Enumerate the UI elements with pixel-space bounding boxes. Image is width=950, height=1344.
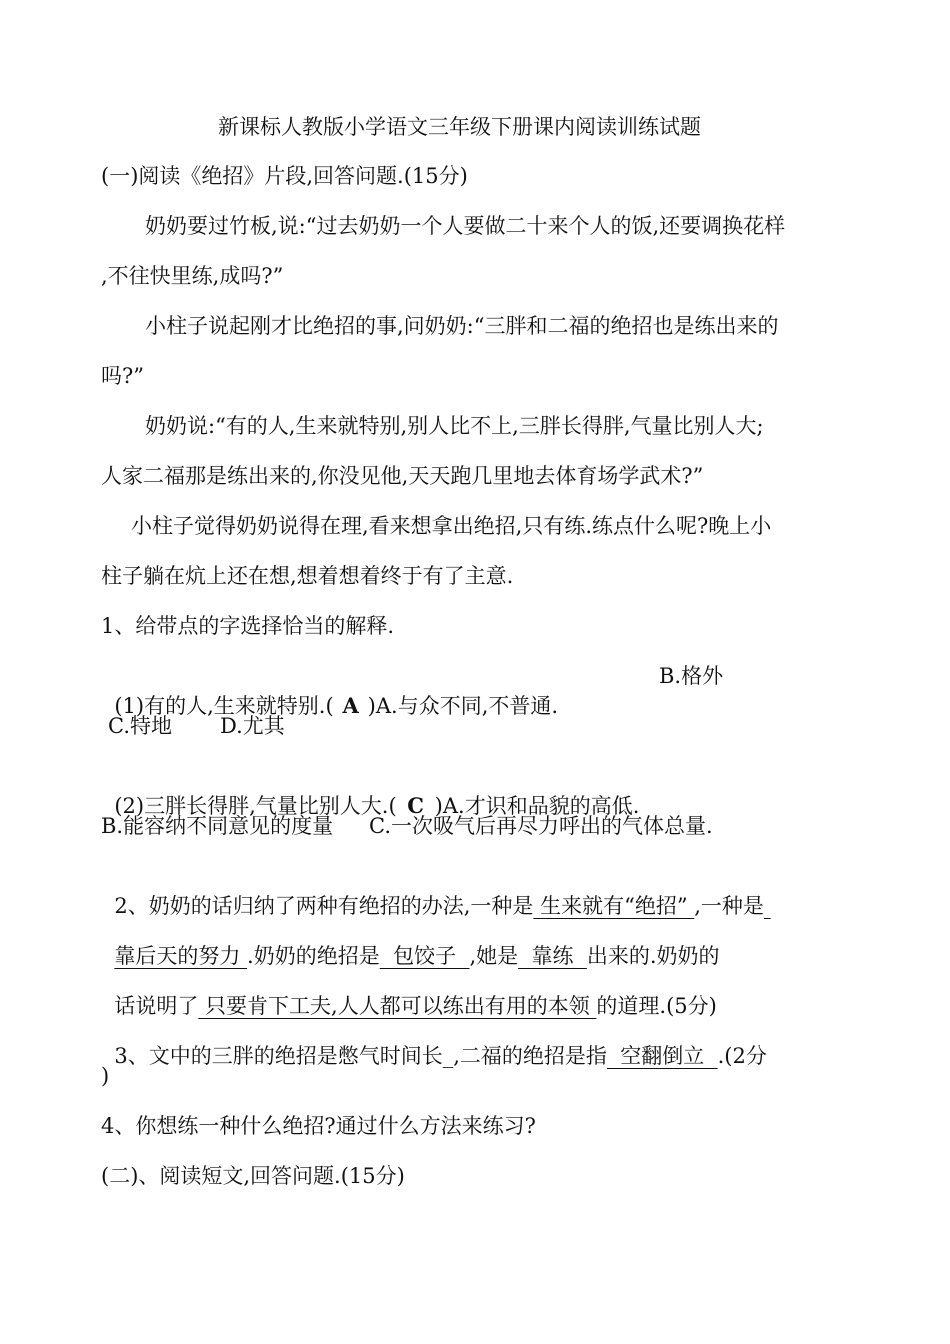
question-2-prompt-d: ,她是: [469, 944, 519, 968]
question-3-answer-2: 空翻倒立: [606, 1044, 718, 1068]
question-1-2-answer: C: [407, 793, 425, 818]
question-2-prompt-a: 2、奶奶的话归纳了两种有绝招的办法,一种是: [114, 894, 534, 918]
question-1-1-answer: A: [342, 693, 359, 718]
paragraph-4-line-1: 小柱子觉得奶奶说得在理,看来想拿出绝招,只有练.练点什么呢?晚上小: [131, 514, 772, 538]
paragraph-4-line-2: 柱子躺在炕上还在想,想着想着终于有了主意.: [101, 564, 514, 588]
question-1-2-option-a: )A.才识和品貌的高低.: [434, 794, 640, 818]
section-heading-2: (二)、阅读短文,回答问题.(15分): [101, 1164, 405, 1188]
paragraph-3-line-2: 人家二福那是练出来的,你没见他,天天跑几里地去体育场学武术?”: [101, 464, 704, 488]
paragraph-2-line-1: 小柱子说起刚才比绝招的事,问奶奶:“三胖和二福的绝招也是练出来的: [145, 314, 779, 338]
question-1-1-prompt: (1)有的人,生来就特别.(: [114, 694, 334, 718]
question-2-answer-2: 靠后天的努力: [114, 944, 248, 968]
question-2-blank: [764, 894, 771, 918]
question-3-line-1: [101, 1011, 767, 1071]
question-4: 4、你想练一种什么绝招?通过什么方法来练习?: [101, 1114, 536, 1138]
question-2-prompt-b: ,一种是: [694, 894, 764, 918]
question-1-1-option-a: )A.与众不同,不普通.: [367, 694, 559, 718]
question-2-answer-3: 包饺子: [379, 944, 470, 968]
question-3-prompt-b: ,二福的绝招是指: [453, 1044, 607, 1068]
question-3-answer-1: 憋气时间长_: [337, 1044, 454, 1068]
question-1-1-option-c: C.特地: [108, 714, 172, 738]
question-3-prompt-c: .(2分: [717, 1044, 767, 1068]
question-1-2-option-c: C.一次吸气后再尽力呼出的气体总量.: [369, 814, 713, 838]
paragraph-2-line-2: 吗?”: [101, 364, 144, 388]
paragraph-1-line-2: ,不往快里练,成吗?”: [101, 264, 284, 288]
question-1-2-option-b: B.能容纳不同意见的度量: [101, 814, 334, 838]
question-1-2-prompt: (2)三胖长得胖,气量比别人大.(: [114, 794, 397, 818]
question-1-1-option-b: B.格外: [659, 664, 724, 688]
question-3-prompt-a: 3、文中的三胖的绝招是: [114, 1044, 338, 1068]
paragraph-3-line-1: 奶奶说:“有的人,生来就特别,别人比不上,三胖长得胖,气量比别人大;: [145, 414, 764, 438]
question-3-line-2: ): [101, 1064, 110, 1088]
question-2-prompt-f: 话说明了: [114, 994, 199, 1018]
question-2-answer-5: 只要肯下工夫,人人都可以练出有用的本领: [198, 994, 597, 1018]
question-1-1-option-d: D.尤其: [220, 714, 285, 738]
paragraph-1-line-1: 奶奶要过竹板,说:“过去奶奶一个人要做二十来个人的饭,还要调换花样: [145, 214, 786, 238]
section-heading-1: (一)阅读《绝招》片段,回答问题.(15分): [101, 164, 468, 188]
question-2-answer-4: 靠练: [518, 944, 587, 968]
question-2-prompt-c: .奶奶的绝招是: [247, 944, 380, 968]
page-title: 新课标人教版小学语文三年级下册课内阅读训练试题: [218, 115, 701, 139]
question-2-answer-1: 生来就有“绝招”: [533, 894, 695, 918]
question-1: 1、给带点的字选择恰当的解释.: [101, 614, 395, 638]
question-2-prompt-e: 出来的.奶奶的: [586, 944, 720, 968]
question-2-prompt-g: 的道理.(5分): [596, 994, 717, 1018]
